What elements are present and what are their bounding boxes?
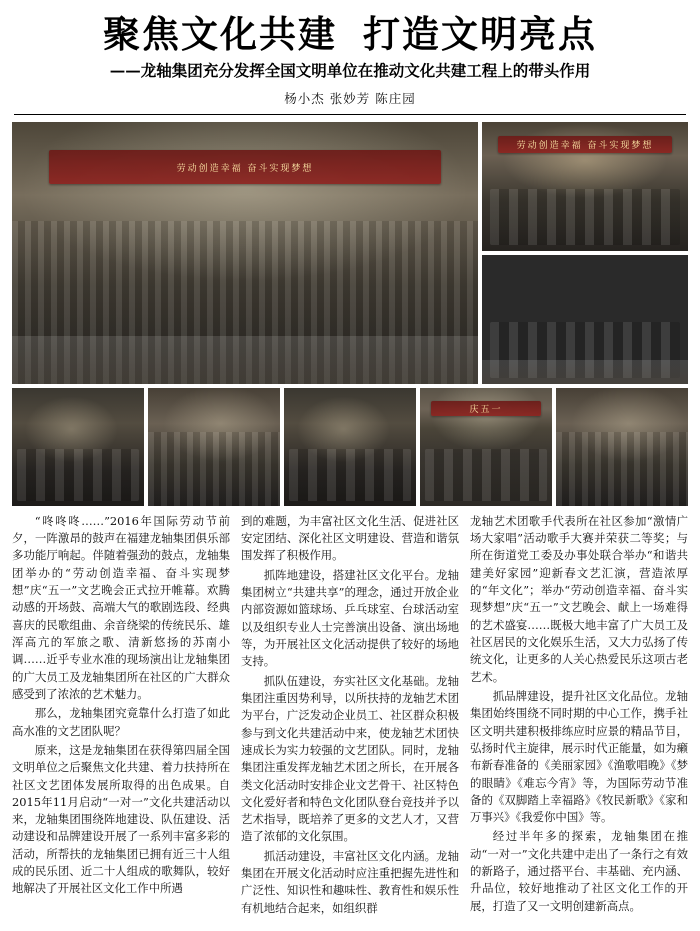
page-title [14,14,686,55]
hall-floor [482,360,688,383]
photo-row-bottom [12,388,688,506]
photo-orchestra [148,388,280,506]
photo-choir-group [12,122,478,384]
photo-duet [284,388,416,506]
performers-row [490,189,680,246]
paragraph: 那么，龙轴集团究竟靠什么打造了如此高水准的文艺团队呢？ [12,706,230,738]
photo-solo-singer [12,388,144,506]
stage-floor [12,336,478,383]
article-column-2 [241,513,459,920]
paragraph: 龙轴艺术团歌手代表所在社区参加“激情广场大家唱”活动歌手大赛并荣获二等奖；与所在街道党工委及办事处联合举办“和谐共建美好家园”迎新春文艺汇演，营造浓厚的“年文化”；举办“劳动创造幸福、奋斗实现梦想”庆“五一”文艺晚会、献上一场难得的艺术盛宴……既极大地丰富了广大员工及社区居民的文化娱乐生活，又大力弘扬了传统文化，让更多的人关心热爱民乐这项古老艺术。 [470,513,688,684]
paragraph: 抓队伍建设，夯实社区文化基础。龙轴集团注重因势利导，以所扶持的龙轴艺术团为平台，广泛发动企业员工、社区群众积极参与到文化共建活动中来，使龙轴艺术团快速成长为实力较强的文艺团队。同时，龙轴集团注重发挥龙轴艺术团之所长，在开展各类文化活动时安排企业文艺骨干、社区特色文化爱好者和特色文化团队登台竞技并予以艺术指导，既培养了更多的文艺人才，又营造了浓郁的文化氛围。 [241,673,459,844]
photo-row-top [12,122,688,384]
subheadline: ——龙轴集团充分发挥全国文明单位在推动文化共建工程上的带头作用 [109,61,591,81]
orchestra-figures [148,432,280,505]
paragraph: “咚咚咚……”2016年国际劳动节前夕，一阵激昂的鼓声在福建龙轴集团俱乐部多功能厅响起。伴随着强劲的鼓点，龙轴集团举办的“劳动创造幸福、奋斗实现梦想”庆“五一”文艺晚会正式拉开帷幕。欢腾动感的开场鼓、高端大气的歌剧选段、经典喜庆的民歌组曲、余音绕梁的传统民乐、雄浑高亢的军旅之歌、清新悠扬的苏南小调……近乎专业水准的现场演出让龙轴集团的广大员工及龙轴集团所在社区的广大群众感受到了浓浓的艺术魅力。 [12,513,230,701]
paragraph: 抓品牌建设，提升社区文化品位。龙轴集团始终围绕不同时期的中心工作，携手社区文明共建积极排练应时应景的精品节目，弘扬时代主旋律，展示时代正能量，如为癞布新春准备的《美丽家园》《渔歌唱晚》《梦的眼睛》《难忘今宵》等，为国际劳动节准备的《双脚踏上幸福路》《牧民新歌》《家和万事兴》《我爱你中国》等。 [470,688,688,825]
drum-figures [556,432,688,505]
paragraph: 原来，这是龙轴集团在获得第四届全国文明单位之后聚焦文化共建、着力扶持所在社区文艺团体发展所取得的出色成果。自2015年11月启动“一对一”文化共建活动以来，龙轴集团围绕阵地建设、队伍建设、活动建设和品牌建设开展了一系列丰富多彩的活动，所帮扶的龙轴集团已拥有近三十人组成的民乐团、近二十人组成的歌舞队，较好地解决了开展社区文化工作中所遇 [12,742,230,896]
photo-dance [420,388,552,506]
masthead [0,0,700,107]
article-column-3 [470,513,688,920]
article-column-1 [12,513,230,920]
singer-figure [17,449,138,501]
paragraph: 抓阵地建设，搭建社区文化平台。龙轴集团树立“共建共享”的理念，通过开放企业内部资源如篮球场、乒乓球室、台球活动室以及组织专业人士完善演出设备、演出场地等，为开展社区文化活动提供了较好的场地支持。 [241,567,459,669]
stage-banner-text: 劳动创造幸福 奋斗实现梦想 [176,163,314,174]
byline: 杨小杰 张妙芳 陈庄园 [284,90,416,106]
headline-part1: 聚焦文化共建 [103,12,337,56]
duet-figures [289,449,410,501]
photo-drum-team [556,388,688,506]
headline-part2: 打造文明亮点 [363,12,597,56]
photo-hall-audience [482,255,688,384]
paragraph: 抓活动建设，丰富社区文化内涵。龙轴集团在开展文化活动时应注重把握先进性和广泛性、知识性和趣味性、教育性和娱乐性有机地结合起来，如组织群 [241,848,459,915]
header-divider [14,114,686,115]
dance-banner-text: 庆五一 [469,404,503,415]
photo-side-column [482,122,688,384]
dancer-figures [425,449,546,501]
article-body [0,513,700,931]
stage-banner-text-2: 劳动创造幸福 奋斗实现梦想 [516,140,654,151]
paragraph: 经过半年多的探索，龙轴集团在推动“一对一”文化共建中走出了一条行之有效的新路子，通过搭平台、丰基础、充内涵、升品位，较好地推动了社区文化工作的开展，打造了又一文明创建新高点。 [470,829,688,913]
paragraph: 到的难题，为丰富社区文化生活、促进社区安定团结、深化社区文明建设、营造和谐氛围发挥了积极作用。 [241,513,459,563]
photo-gallery [0,122,700,506]
photo-stage-wide [482,122,688,251]
